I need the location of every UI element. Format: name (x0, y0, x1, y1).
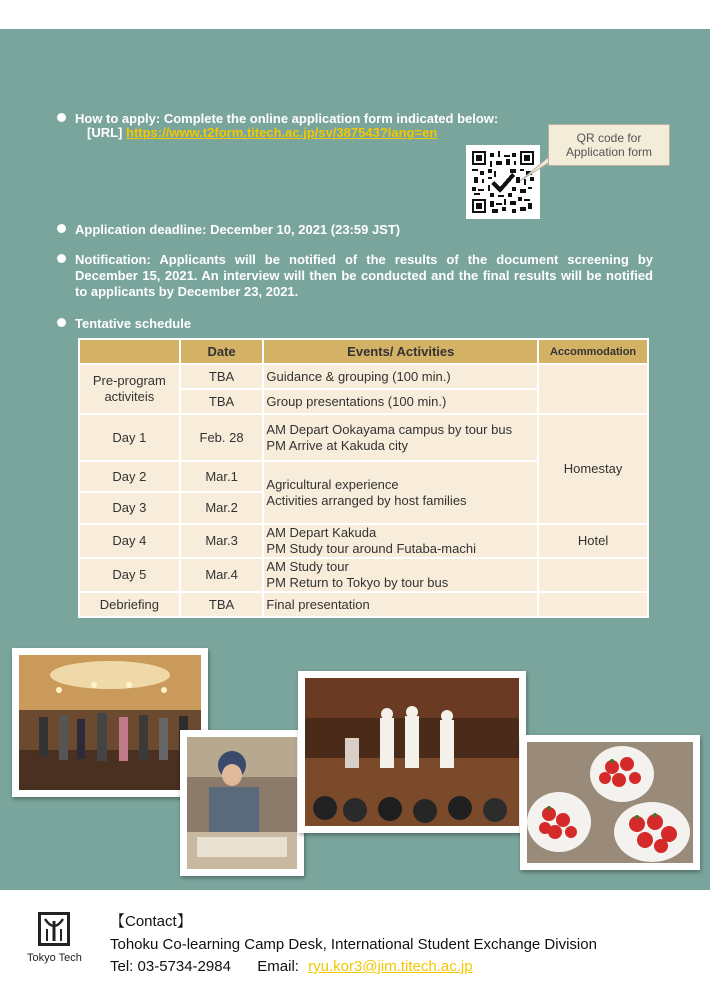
bullet-schedule (57, 316, 75, 332)
table-header-events: Events/ Activities (263, 339, 538, 364)
dance-hall-image (19, 655, 201, 790)
day5-am: AM Study tour (266, 559, 349, 574)
contact-tel: Tel: 03-5734-2984 (110, 958, 231, 975)
day1-pm: PM Arrive at Kakuda city (266, 437, 409, 453)
debriefing-accommodation (538, 592, 648, 617)
qr-callout-line1: QR code for (576, 131, 642, 145)
hotel-cell: Hotel (538, 524, 648, 558)
day5-accommodation (538, 558, 648, 592)
preprogram-date-2: TBA (180, 389, 264, 414)
day1-am: AM Depart Ookayama campus by tour bus (266, 421, 513, 437)
day5-label: Day 5 (79, 558, 180, 592)
day1-events (263, 414, 538, 461)
bullet-how-to-apply (57, 111, 75, 127)
url-line (87, 125, 437, 140)
debriefing-event: Final presentation (263, 592, 538, 617)
day2-3-events (263, 461, 538, 524)
table-header-date: Date (180, 339, 264, 364)
contact-email-link[interactable]: ryu.kor3@jim.titech.ac.jp (308, 958, 473, 975)
contact-email-label: Email: (257, 958, 299, 975)
table-header-accommodation: Accommodation (538, 339, 648, 364)
debriefing-date: TBA (180, 592, 264, 617)
photo-cooking (180, 730, 304, 876)
day4-date: Mar.3 (180, 524, 264, 558)
preprogram-date-1: TBA (180, 364, 264, 389)
how-to-apply-text: How to apply: Complete the online application form indicated below: (75, 111, 499, 126)
day5-date: Mar.4 (180, 558, 264, 592)
day4-events (263, 524, 538, 558)
debriefing-label: Debriefing (79, 592, 180, 617)
day3-date: Mar.2 (180, 492, 264, 524)
preprogram-accommodation (538, 364, 648, 414)
preprogram-label: Pre-program activiteis (79, 364, 180, 414)
photo-strawberries (520, 735, 700, 870)
day5-events (263, 558, 538, 592)
application-form-link[interactable]: https://www.t2form.titech.ac.jp/sv/387543?lang=en (126, 125, 438, 140)
day2-label: Day 2 (79, 461, 180, 492)
homestay-cell: Homestay (538, 414, 648, 524)
day3-label: Day 3 (79, 492, 180, 524)
top-margin (0, 0, 710, 29)
url-label: [URL] (87, 125, 123, 140)
day4-pm: PM Study tour around Futaba-machi (266, 541, 476, 556)
day1-date: Feb. 28 (180, 414, 264, 461)
bullet-deadline (57, 222, 75, 238)
schedule-table (78, 338, 649, 618)
contact-heading: 【Contact】 (110, 913, 192, 930)
notification-text: Notification: Applicants will be notified of the results of the document screening by December 15, 2021. An interview will then be conducted and the final results will be notified to applicants by December 23, 2021. (75, 252, 653, 299)
table-header-blank (79, 339, 180, 364)
logo-text: Tokyo Tech (27, 952, 82, 964)
tokyo-tech-logo-icon (38, 912, 70, 946)
performance-image (305, 678, 519, 826)
bullet-notification (57, 252, 75, 268)
contact-line (110, 958, 473, 976)
day4-label: Day 4 (79, 524, 180, 558)
day23-event-1: Agricultural experience (266, 476, 399, 492)
strawberries-image (527, 742, 693, 863)
qr-callout (548, 124, 670, 166)
day1-label: Day 1 (79, 414, 180, 461)
schedule-title: Tentative schedule (75, 316, 192, 331)
deadline-text: Application deadline: December 10, 2021 (23:59 JST) (75, 222, 401, 237)
day23-event-2: Activities arranged by host families (266, 492, 467, 508)
day5-pm: PM Return to Tokyo by tour bus (266, 575, 449, 590)
contact-desk: Tohoku Co-learning Camp Desk, International Student Exchange Division (110, 936, 597, 953)
preprogram-event-1: Guidance & grouping (100 min.) (263, 364, 538, 389)
day2-date: Mar.1 (180, 461, 264, 492)
preprogram-event-2: Group presentations (100 min.) (263, 389, 538, 414)
photo-dance-hall (12, 648, 208, 797)
day4-am: AM Depart Kakuda (266, 525, 377, 540)
qr-callout-line2: Application form (565, 145, 653, 159)
cooking-image (187, 737, 297, 869)
photo-performance (298, 671, 526, 833)
